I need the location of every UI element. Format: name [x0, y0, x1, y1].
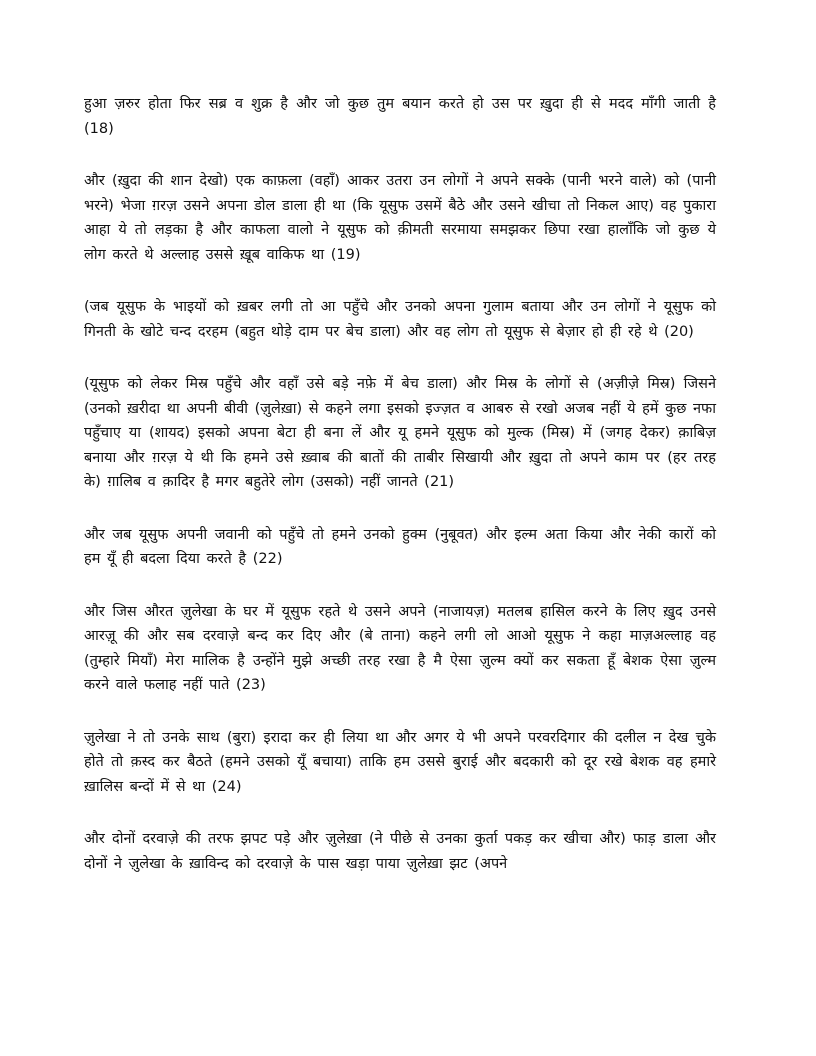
paragraph-verse-18: हुआ ज़रुर होता फिर सब्र व शुक्र है और जो कुछ तुम बयान करते हो उस पर ख़ुदा ही से मदद माँगी जाती है (18) [84, 96, 716, 137]
paragraph-verse-22: और जब यूसुफ अपनी जवानी को पहुँचे तो हमने उनको हुक्म (नुबूवत) और इल्म अता किया और नेकी कारों को हम यूँ ही बदला दिया करते है (22) [84, 526, 716, 567]
document-body [84, 92, 716, 904]
paragraph-verse-21: (यूसुफ को लेकर मिस्र पहुँचे और वहाँ उसे बड़े नफ़े में बेच डाला) और मिस्र के लोगों से (अज़ीज़े मिस्र) जिसने (उनको ख़रीदा था अपनी बीवी (ज़ुलेख़ा) से कहने लगा इसको इज्ज़त व आबरु से रखो अजब नहीं ये हमें कुछ नफा पहुँचाए या (शायद) इसको अपना बेटा ही बना लें और यू हमने यूसुफ को मुल्क (मिस्र) में (जगह देकर) क़ाबिज़ बनाया और ग़रज़ ये थी कि हमने उसे ख़्वाब की बातों की ताबीर सिखायी और ख़ुदा तो अपने काम पर (हर तरह के) ग़ालिब व क़ादिर है मगर बहुतेरे लोग (उसको) नहीं जानते (21) [84, 376, 716, 490]
paragraph-verse-23: और जिस औरत ज़ुलेखा के घर में यूसुफ रहते थे उसने अपने (नाजायज़) मतलब हासिल करने के लिए ख़ुद उनसे आरज़ू की और सब दरवाज़े बन्द कर दिए और (बे ताना) कहने लगी लो आओ यूसुफ ने कहा माज़अल्लाह वह (तुम्हारे मियाँ) मेरा मालिक है उन्होंने मुझे अच्छी तरह रखा है मै ऐसा ज़ुल्म क्यों कर सकता हूँ बेशक ऐसा ज़ुल्म करने वाले फलाह नहीं पाते (23) [84, 603, 716, 693]
paragraph-verse-25-partial: और दोनों दरवाज़े की तरफ झपट पड़े और ज़ुलेख़ा (ने पीछे से उनका कुर्ता पकड़ कर खीचा और) फाड़ डाला और दोनों ने ज़ुलेखा के ख़ाविन्द को दरवाज़े के पास खड़ा पाया ज़ुलेख़ा झट (अपने [84, 831, 716, 872]
paragraph-verse-19: और (ख़ुदा की शान देखो) एक काफ़ला (वहाँ) आकर उतरा उन लोगों ने अपने सक्के (पानी भरने वाले) को (पानी भरने) भेजा ग़रज़ उसने अपना डोल डाला ही था (कि यूसुफ उसमें बैठे और उसने खीचा तो निकल आए) वह पुकारा आहा ये तो लड़का है और काफला वालो ने यूसुफ को क़ीमती सरमाया समझकर छिपा रखा हालाँकि जो कुछ ये लोग करते थे अल्लाह उससे ख़ूब वाकिफ था (19) [84, 173, 716, 263]
paragraph-verse-20: (जब यूसुफ के भाइयों को ख़बर लगी तो आ पहुँचे और उनको अपना गुलाम बताया और उन लोगों ने यूसुफ को गिनती के खोटे चन्द दरहम (बहुत थोड़े दाम पर बेच डाला) और वह लोग तो यूसुफ से बेज़ार हो ही रहे थे (20) [84, 299, 716, 340]
paragraph-verse-24: ज़ुलेखा ने तो उनके साथ (बुरा) इरादा कर ही लिया था और अगर ये भी अपने परवरदिगार की दलील न देख चुके होते तो क़स्द कर बैठते (हमने उसको यूँ बचाया) ताकि हम उससे बुराई और बदकारी को दूर रखे बेशक वह हमारे ख़ालिस बन्दों में से था (24) [84, 729, 716, 795]
